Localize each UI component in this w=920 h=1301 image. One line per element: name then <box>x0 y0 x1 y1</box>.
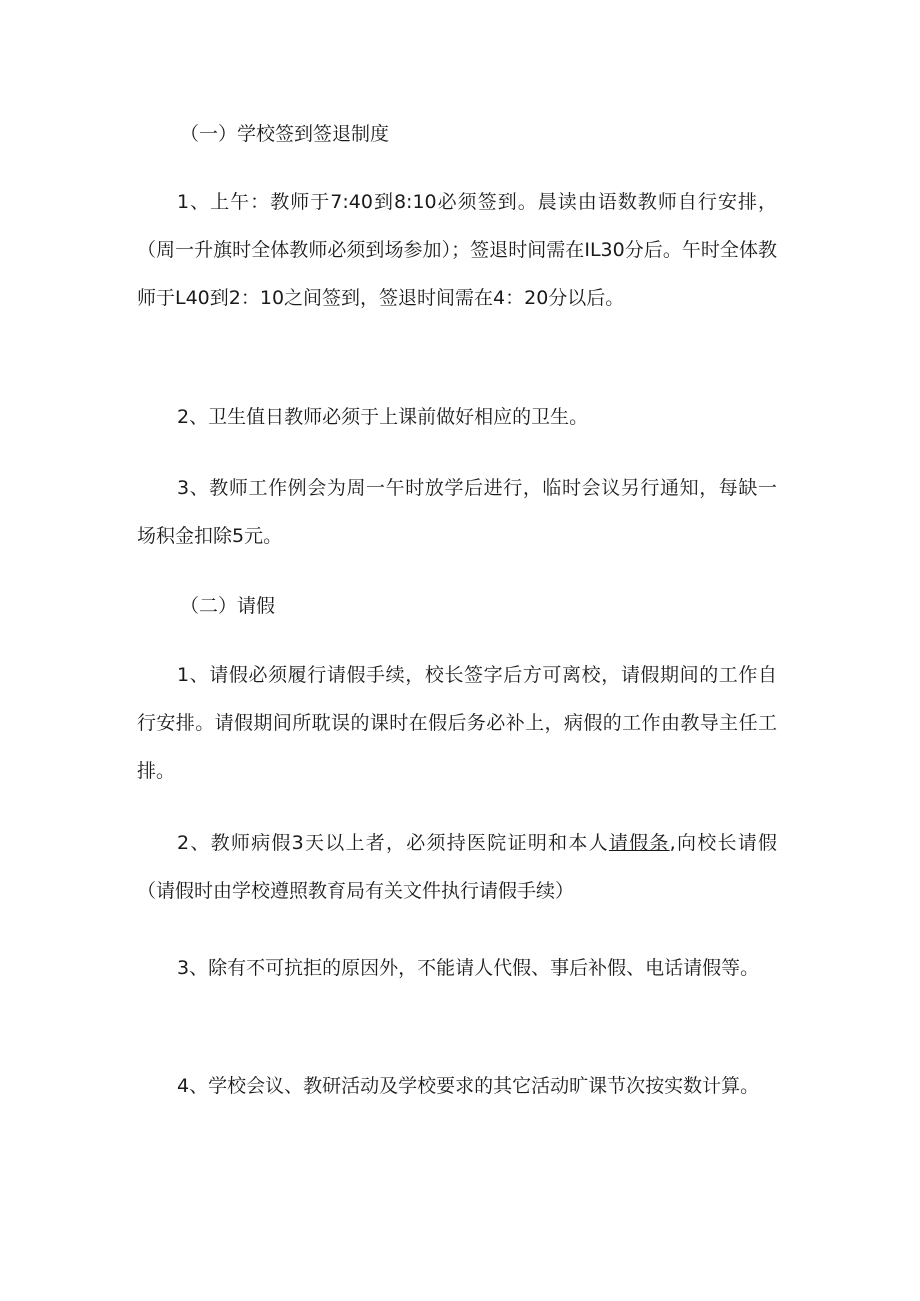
text-before-link: 2、教师病假3天以上者，必须持医院证明和本人 <box>177 832 609 854</box>
s2-item-4 <box>137 1062 777 1110</box>
paragraph: 3、除有不可抗拒的原因外，不能请人代假、事后补假、电话请假等。 <box>177 957 760 979</box>
paragraph: 3、教师工作例会为周一午时放学后进行，临时会议另行通知，每缺一场积金扣除5元。 <box>137 477 777 547</box>
s2-item-2 <box>137 819 777 915</box>
s2-item-1 <box>137 651 777 795</box>
section-2-heading: （二）请假 <box>180 595 276 617</box>
paragraph: 4、学校会议、教研活动及学校要求的其它活动旷课节次按实数计算。 <box>177 1075 760 1097</box>
s2-item-3 <box>137 944 777 992</box>
s1-item-2 <box>137 393 777 441</box>
section-1-heading: （一）学校签到签退制度 <box>180 123 390 145</box>
paragraph: 2、卫生值日教师必须于上课前做好相应的卫生。 <box>177 406 589 428</box>
text-after-link: ,向校长请假（请假时由学校遵照教育局有关文件执行请假手续） <box>137 832 777 902</box>
leave-slip-link[interactable]: 请假条 <box>608 832 670 854</box>
paragraph <box>137 819 777 915</box>
s1-item-1 <box>137 178 777 322</box>
paragraph: 1、请假必须履行请假手续，校长签字后方可离校，请假期间的工作自行安排。请假期间所耽误的课时在假后务必补上，病假的工作由教导主任工排。 <box>137 664 777 782</box>
paragraph: 1、上午：教师于7:40到8:10必须签到。晨读由语数教师自行安排，（周一升旗时全体教师必须到场参加）；签退时间需在IL30分后。午时全体教师于L40到2：10之间签到，签退时间需在4：20分以后。 <box>137 191 777 309</box>
s1-item-3 <box>137 464 777 560</box>
